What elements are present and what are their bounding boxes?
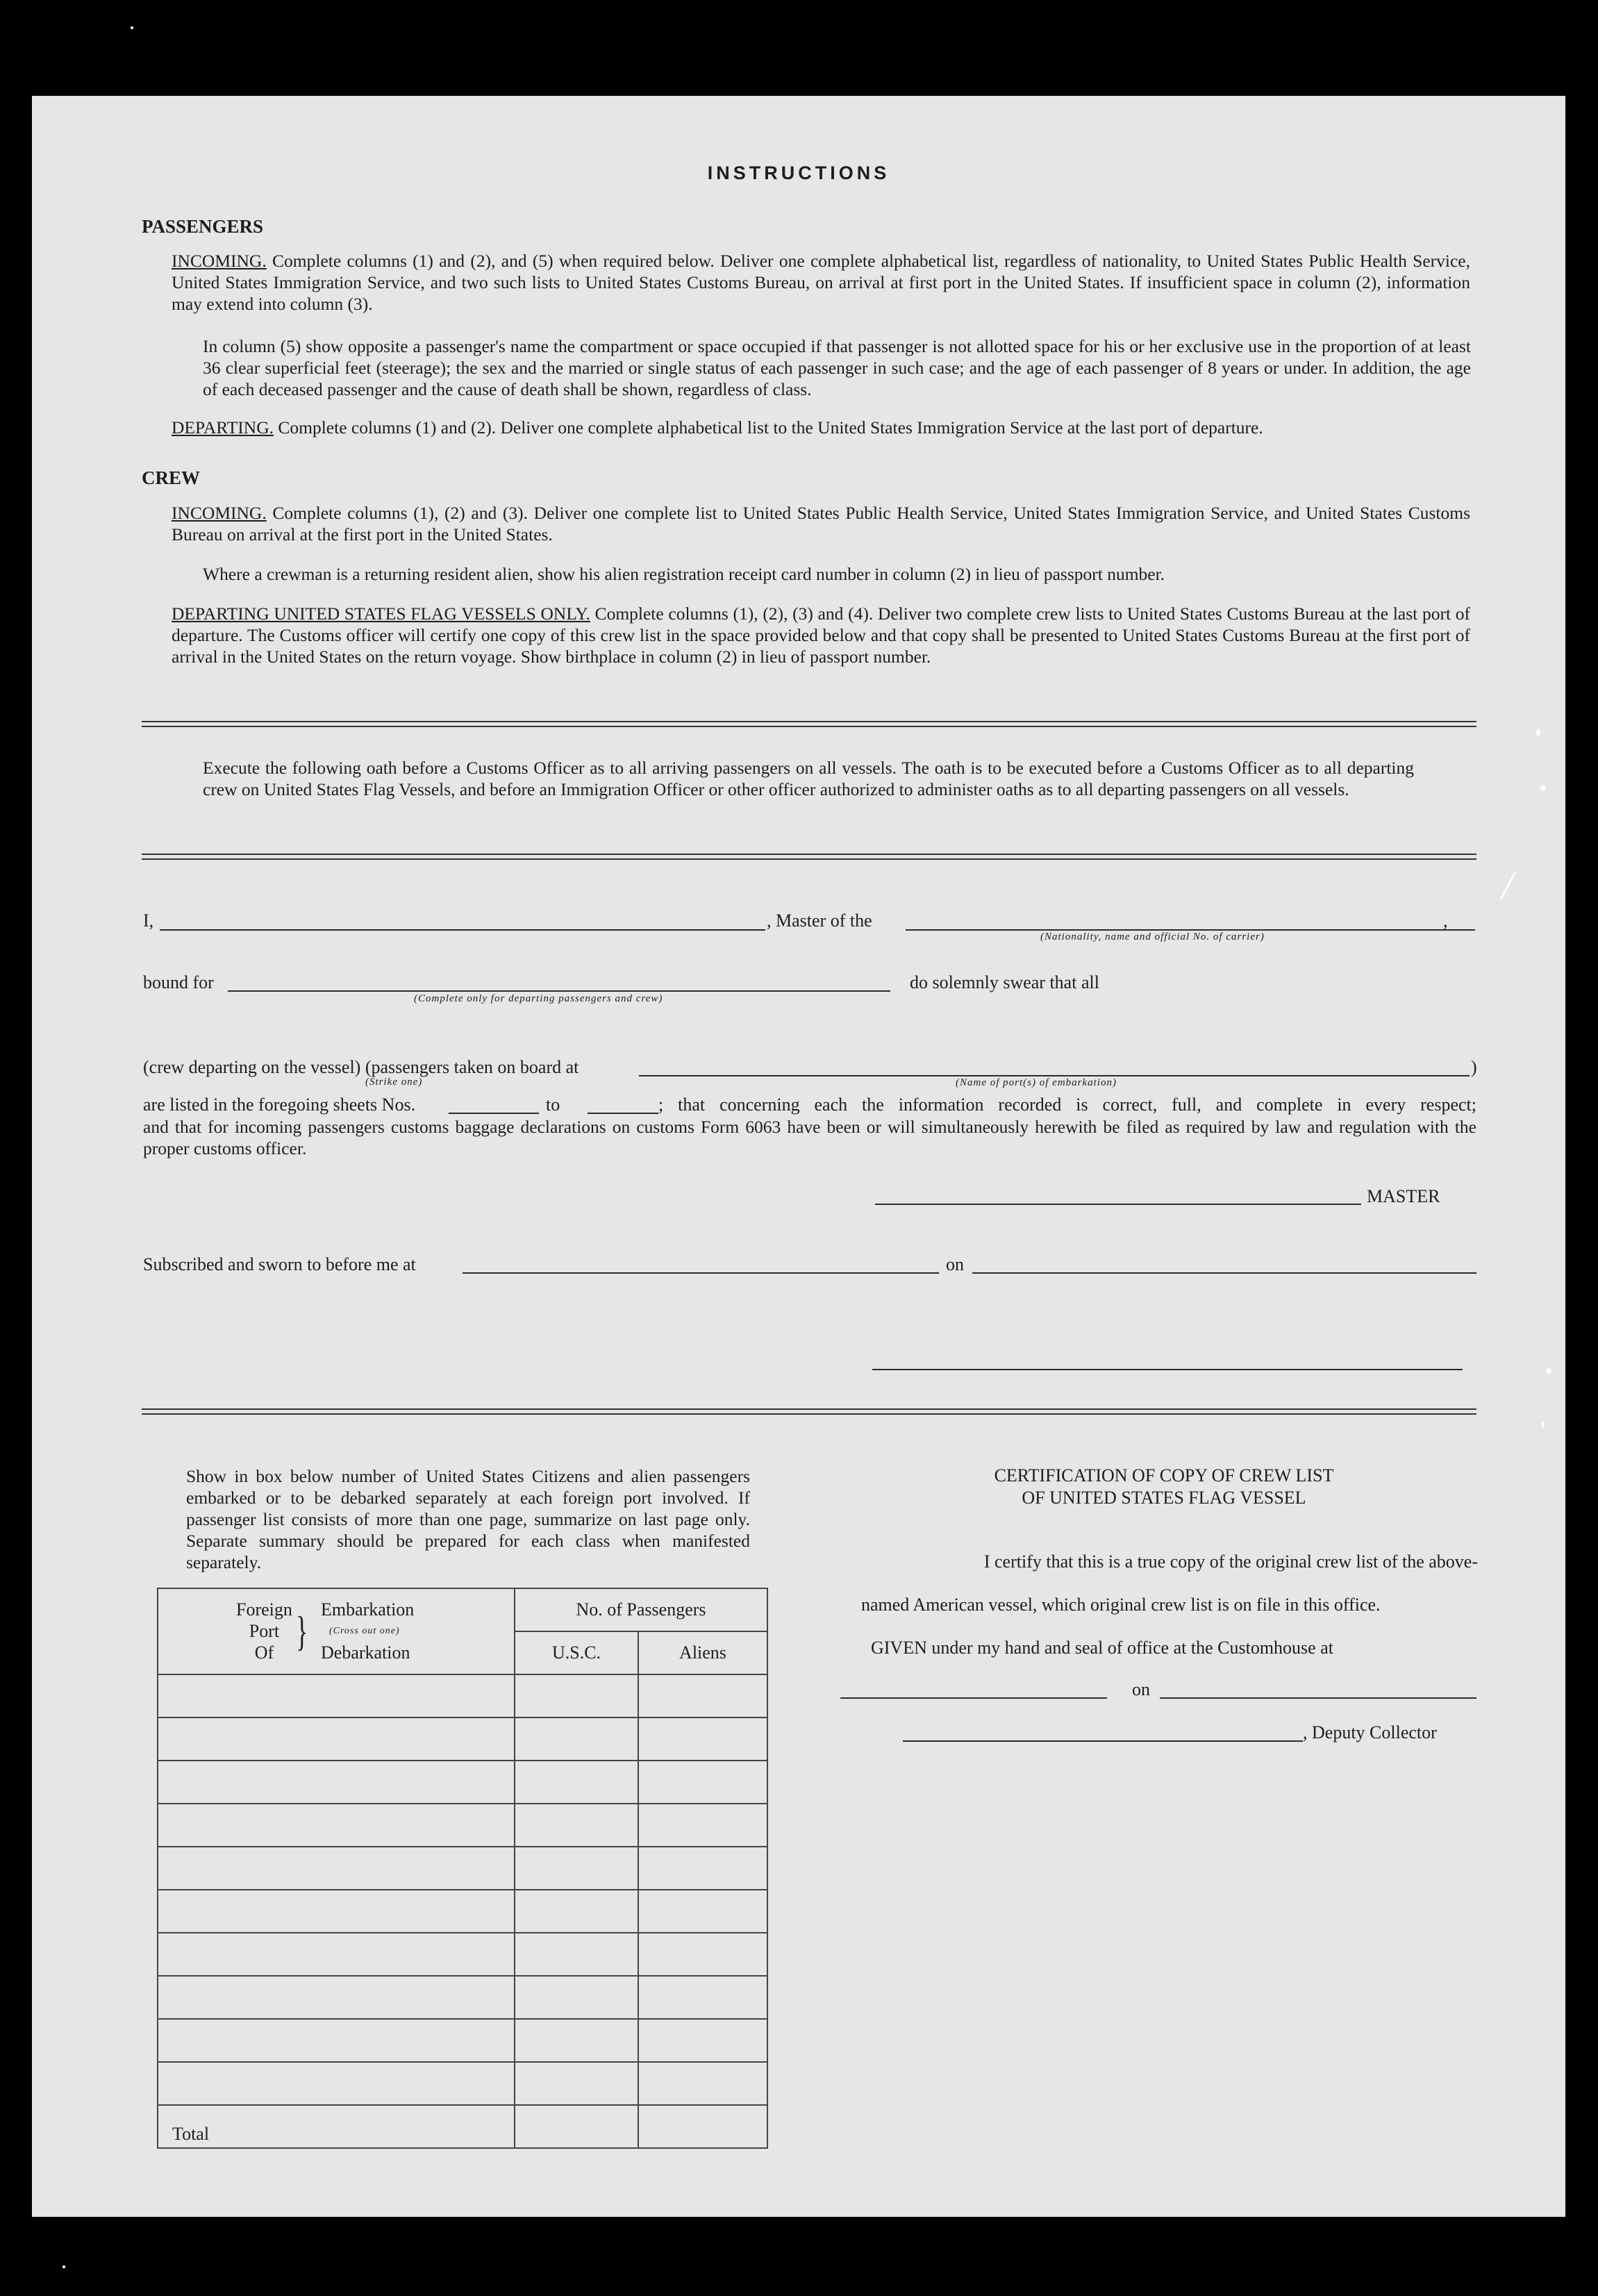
embarkation-port-line[interactable] <box>639 1075 1470 1076</box>
certify-text-line2: named American vessel, which original crew list is on file in this office. <box>861 1595 1381 1615</box>
usc-cell[interactable] <box>515 1890 638 1933</box>
certification-on-label: on <box>1132 1679 1150 1699</box>
aliens-cell[interactable] <box>638 1674 767 1717</box>
depart-caption: (Complete only for departing passengers and crew) <box>414 993 663 1004</box>
embarkation-label: Embarkation <box>321 1599 415 1620</box>
crew-incoming-label: INCOMING. <box>172 503 267 523</box>
scan-speck <box>1542 1421 1545 1428</box>
debarkation-label: Debarkation <box>321 1642 410 1663</box>
aliens-cell[interactable] <box>638 1804 767 1847</box>
carrier-line[interactable] <box>906 929 1475 931</box>
table-row <box>158 1933 767 1976</box>
aliens-cell[interactable] <box>638 1890 767 1933</box>
strike-caption: (Strike one) <box>365 1076 423 1088</box>
aliens-cell[interactable] <box>638 1847 767 1890</box>
port-cell[interactable] <box>158 2019 515 2062</box>
crew-incoming-paragraph <box>172 502 1470 545</box>
certification-date-line[interactable] <box>1160 1697 1476 1699</box>
master-name-line[interactable] <box>160 929 765 931</box>
bound-for-label: bound for <box>143 972 214 992</box>
passengers-column5-paragraph: In column (5) show opposite a passenger's name the compartment or space occupied if that passenger is not allotted space for his or her exclusive use in the proportion of at least 36 clear superficial feet (steerage); the sex and the married or single status of each passenger in such case; and the age of each passenger of 8 years or under. In addition, the age of each deceased passenger and the cause of death shall be shown, regardless of class. <box>203 336 1471 399</box>
sworn-on-label: on <box>946 1254 964 1274</box>
foreign-label: Foreign <box>236 1599 292 1620</box>
subscribed-label: Subscribed and sworn to before me at <box>143 1254 416 1274</box>
crew-resident-paragraph: Where a crewman is a returning resident alien, show his alien registration receipt card number in column (2) in lieu of passport number. <box>203 564 1165 584</box>
sheets-suffix: ; that concerning each the information recorded is correct, full, and complete in every respect; <box>658 1095 1476 1115</box>
crew-departing-oath-text: (crew departing on the vessel) (passengers taken on board at <box>143 1057 579 1077</box>
aliens-header-cell: Aliens <box>638 1631 767 1674</box>
usc-cell[interactable] <box>515 1761 638 1804</box>
deputy-collector-label: , Deputy Collector <box>1303 1722 1437 1742</box>
deputy-signature-line[interactable] <box>903 1740 1303 1742</box>
table-row <box>158 1890 767 1933</box>
customhouse-line[interactable] <box>840 1697 1107 1699</box>
passengers-departing-label: DEPARTING. <box>172 417 274 438</box>
sworn-place-line[interactable] <box>463 1272 939 1274</box>
scan-speck <box>1546 1368 1551 1374</box>
master-of-label: , Master of the <box>767 910 872 931</box>
oath-i-label: I, <box>143 910 154 931</box>
crew-departing-label: DEPARTING UNITED STATES FLAG VESSELS ONLY. <box>172 604 590 624</box>
carrier-caption: (Nationality, name and official No. of carrier) <box>1040 931 1265 942</box>
port-cell[interactable] <box>158 1674 515 1717</box>
carrier-line-comma: , <box>1443 910 1448 931</box>
crew-heading: CREW <box>142 467 201 488</box>
section-divider <box>142 854 1476 860</box>
port-cell[interactable] <box>158 1804 515 1847</box>
port-cell[interactable] <box>158 1847 515 1890</box>
port-cell[interactable] <box>158 1761 515 1804</box>
table-row <box>158 1674 767 1717</box>
scan-speck <box>1536 729 1540 736</box>
sheet-to-line[interactable] <box>588 1113 658 1114</box>
port-cell[interactable] <box>158 1933 515 1976</box>
aliens-cell[interactable] <box>638 1717 767 1761</box>
instructions-title: INSTRUCTIONS <box>707 163 890 183</box>
sworn-date-line[interactable] <box>972 1272 1476 1274</box>
usc-header-cell: U.S.C. <box>515 1631 638 1674</box>
usc-cell[interactable] <box>515 1717 638 1761</box>
port-cell[interactable] <box>158 1717 515 1761</box>
certification-title-line2: OF UNITED STATES FLAG VESSEL <box>1022 1488 1306 1508</box>
passengers-header-cell: No. of Passengers <box>515 1588 767 1631</box>
brace-glyph: } <box>296 1608 308 1654</box>
passengers-incoming-label: INCOMING. <box>172 251 267 271</box>
aliens-cell[interactable] <box>638 2062 767 2105</box>
table-row <box>158 1976 767 2019</box>
port-label: Port <box>249 1621 280 1641</box>
cross-out-label: (Cross out one) <box>329 1626 400 1636</box>
aliens-cell[interactable] <box>638 1933 767 1976</box>
sheets-prefix: are listed in the foregoing sheets Nos. <box>143 1095 416 1115</box>
usc-cell[interactable] <box>515 2062 638 2105</box>
scan-speck <box>131 26 133 29</box>
swear-text: do solemnly swear that all <box>910 972 1099 992</box>
aliens-cell[interactable] <box>638 1761 767 1804</box>
total-label: Total <box>158 2105 515 2148</box>
certification-title-line1: CERTIFICATION OF COPY OF CREW LIST <box>994 1465 1334 1486</box>
sheets-to-label: to <box>546 1095 560 1115</box>
passengers-heading: PASSENGERS <box>142 216 264 237</box>
usc-cell[interactable] <box>515 1847 638 1890</box>
usc-cell[interactable] <box>515 1804 638 1847</box>
crew-incoming-text: Complete columns (1), (2) and (3). Deliver one complete list to United States Public Health Service, United States Immigration Service, and United States Customs Bureau on arrival at the first port in the United States. <box>172 503 1470 544</box>
bound-for-line[interactable] <box>228 990 890 992</box>
certify-text-line1: I certify that this is a true copy of the original crew list of the above- <box>983 1552 1478 1572</box>
passengers-incoming-text: Complete columns (1) and (2), and (5) when required below. Deliver one complete alphabetical list, regardless of nationality, to United States Public Health Service, United States Immigration Service, and two such lists to United States Customs Bureau, on arrival at first port in the United States. If insufficient space in column (2), information may extend into column (3). <box>172 251 1470 314</box>
port-cell[interactable] <box>158 1976 515 2019</box>
section-divider <box>142 721 1476 727</box>
summary-instruction: Show in box below number of United States Citizens and alien passengers embarked or to be debarked separately at each foreign port involved. If passenger list consists of more than one page, summarize on last page only. Separate summary should be prepared for each class when manifested separately. <box>186 1466 750 1572</box>
port-header-cell <box>158 1588 515 1674</box>
total-aliens-cell[interactable] <box>638 2105 767 2148</box>
sheet-from-line[interactable] <box>449 1113 539 1114</box>
crew-departing-text: Complete columns (1), (2), (3) and (4). Deliver two complete crew lists to United States Customs Bureau at the last port of departure. The Customs officer will certify one copy of this crew list in the space provided below and that copy shall be presented to United States Customs Bureau at the first port of arrival in the United States on the return voyage. Show birthplace in column (2) in lieu of passport number. <box>172 604 1470 667</box>
ports-caption: (Name of port(s) of embarkation) <box>956 1077 1117 1088</box>
of-label: Of <box>254 1642 274 1663</box>
table-row <box>158 2019 767 2062</box>
passengers-departing-paragraph <box>172 417 1477 438</box>
passengers-incoming-paragraph <box>172 250 1470 315</box>
table-row <box>158 1761 767 1804</box>
crew-departing-paragraph <box>172 603 1470 667</box>
table-row <box>158 2062 767 2105</box>
total-row <box>158 2105 767 2148</box>
master-label: MASTER <box>1367 1186 1440 1206</box>
usc-cell[interactable] <box>515 2019 638 2062</box>
table-row <box>158 1717 767 1761</box>
port-cell[interactable] <box>158 2062 515 2105</box>
baggage-declaration-text: and that for incoming passengers customs baggage declarations on customs Form 6063 have been or will simultaneously herewith be filed as required by law and regulation with the proper customs officer. <box>143 1117 1476 1158</box>
scan-speck <box>1540 785 1546 791</box>
section-divider <box>142 1408 1476 1415</box>
table-row <box>158 1847 767 1890</box>
given-text: GIVEN under my hand and seal of office at the Customhouse at <box>871 1638 1333 1658</box>
passenger-summary-table <box>157 1588 768 2149</box>
close-paren: ) <box>1471 1057 1477 1077</box>
form-page <box>32 96 1565 2217</box>
usc-cell[interactable] <box>515 1933 638 1976</box>
oath-instruction: Execute the following oath before a Customs Officer as to all arriving passengers on all vessels. The oath is to be executed before a Customs Officer as to all departing crew on United States Flag Vessels, and before an Immigration Officer or other officer authorized to administer oaths as to all departing passengers on all vessels. <box>203 758 1414 799</box>
usc-cell[interactable] <box>515 1976 638 2019</box>
total-usc-cell[interactable] <box>515 2105 638 2148</box>
passengers-departing-text: Complete columns (1) and (2). Deliver one complete alphabetical list to the United States Immigration Service at the last port of departure. <box>274 417 1263 438</box>
officer-signature-line[interactable] <box>872 1369 1463 1370</box>
aliens-cell[interactable] <box>638 1976 767 2019</box>
table-row <box>158 1804 767 1847</box>
scan-speck <box>63 2265 65 2268</box>
aliens-cell[interactable] <box>638 2019 767 2062</box>
master-signature-line[interactable] <box>875 1204 1361 1205</box>
usc-cell[interactable] <box>515 1674 638 1717</box>
port-cell[interactable] <box>158 1890 515 1933</box>
